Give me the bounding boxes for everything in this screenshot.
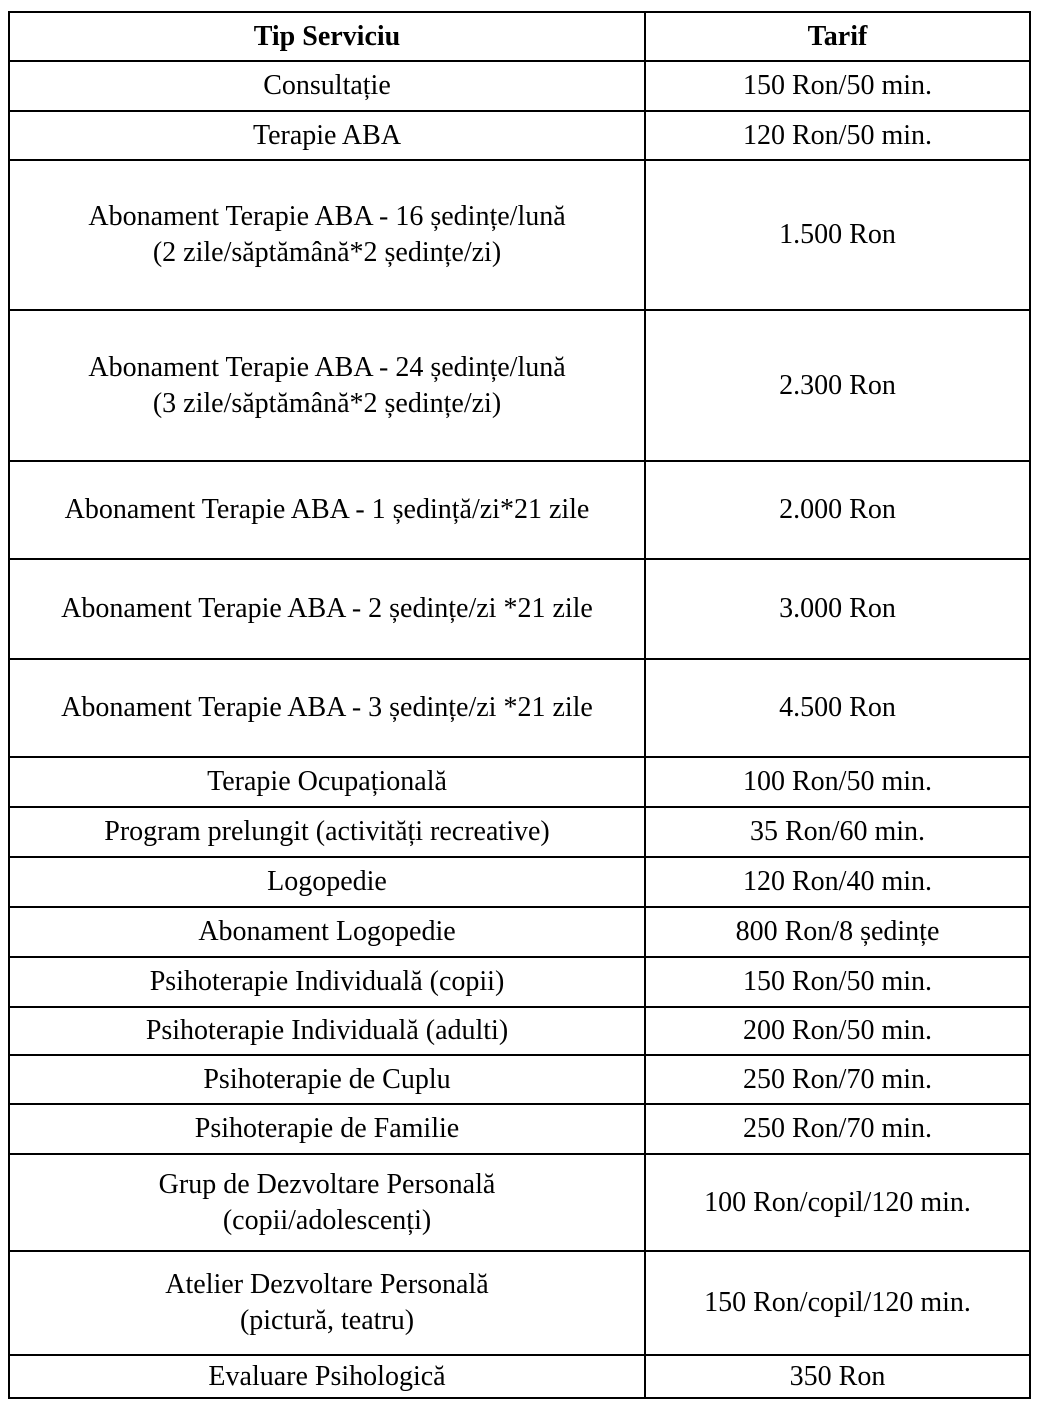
- service-cell: [9, 807, 645, 857]
- service-cell: [9, 957, 645, 1007]
- service-line: Psihoterapie Individuală (copii): [149, 966, 505, 997]
- service-line: Abonament Terapie ABA - 3 ședințe/zi *21 zile: [61, 692, 593, 723]
- table-row: [9, 907, 1030, 957]
- table-row: [9, 1154, 1030, 1251]
- service-cell: [9, 61, 645, 111]
- price-cell: 150 Ron/50 min.: [645, 61, 1030, 111]
- service-cell: [9, 757, 645, 807]
- price-cell: 3.000 Ron: [645, 559, 1030, 659]
- service-cell: [9, 1154, 645, 1251]
- service-line: Grup de Dezvoltare Personală: [158, 1168, 496, 1200]
- service-cell: [9, 857, 645, 907]
- price-cell: 100 Ron/copil/120 min.: [645, 1154, 1030, 1251]
- price-cell: 4.500 Ron: [645, 659, 1030, 757]
- service-line: (pictură, teatru): [239, 1305, 415, 1336]
- table-row: [9, 957, 1030, 1007]
- service-line: (copii/adolescenți): [222, 1204, 432, 1236]
- service-line: Psihoterapie de Cuplu: [203, 1063, 451, 1095]
- service-line: Psihoterapie de Familie: [194, 1113, 460, 1144]
- service-cell: [9, 310, 645, 461]
- service-cell: [9, 461, 645, 559]
- price-cell: 120 Ron/50 min.: [645, 111, 1030, 160]
- table-row: [9, 807, 1030, 857]
- table-row: [9, 1007, 1030, 1055]
- service-line: Terapie ABA: [252, 119, 402, 151]
- service-line: Logopedie: [267, 866, 387, 897]
- table-row: [9, 111, 1030, 160]
- table-row: [9, 659, 1030, 757]
- service-line: Program prelungit (activități recreative): [104, 816, 550, 847]
- header-price: Tarif: [645, 12, 1030, 61]
- service-cell: [9, 111, 645, 160]
- table-header-row: [9, 12, 1030, 61]
- service-cell: [9, 1104, 645, 1154]
- price-cell: 120 Ron/40 min.: [645, 857, 1030, 907]
- service-line: Abonament Terapie ABA - 24 ședințe/lună: [88, 351, 566, 383]
- table-row: [9, 1104, 1030, 1154]
- table-row: [9, 757, 1030, 807]
- price-cell: 1.500 Ron: [645, 160, 1030, 310]
- service-line: Abonament Terapie ABA - 16 ședințe/lună: [88, 201, 566, 232]
- service-cell: [9, 1251, 645, 1355]
- table-row: [9, 310, 1030, 461]
- price-cell: 800 Ron/8 ședințe: [645, 907, 1030, 957]
- price-cell: 250 Ron/70 min.: [645, 1055, 1030, 1104]
- table-row: [9, 61, 1030, 111]
- table-row: [9, 160, 1030, 310]
- service-line: (3 zile/săptămână*2 ședințe/zi): [152, 387, 502, 419]
- price-table: [8, 11, 1031, 1399]
- table-row: [9, 1355, 1030, 1398]
- service-cell: [9, 1007, 645, 1055]
- table-row: [9, 1055, 1030, 1104]
- service-cell: [9, 1355, 645, 1398]
- service-cell: [9, 160, 645, 310]
- price-cell: 2.300 Ron: [645, 310, 1030, 461]
- service-line: Atelier Dezvoltare Personală: [165, 1269, 489, 1300]
- table-row: [9, 559, 1030, 659]
- header-service: Tip Serviciu: [9, 12, 645, 61]
- service-line: Abonament Logopedie: [198, 916, 456, 947]
- price-cell: 35 Ron/60 min.: [645, 807, 1030, 857]
- price-cell: 150 Ron/50 min.: [645, 957, 1030, 1007]
- table-row: [9, 461, 1030, 559]
- table-row: [9, 857, 1030, 907]
- price-cell: 250 Ron/70 min.: [645, 1104, 1030, 1154]
- service-line: Consultație: [263, 70, 391, 101]
- service-cell: [9, 659, 645, 757]
- service-line: Abonament Terapie ABA - 2 ședințe/zi *21 zile: [61, 593, 593, 624]
- service-cell: [9, 1055, 645, 1104]
- service-line: Terapie Ocupațională: [207, 766, 447, 797]
- service-line: Abonament Terapie ABA - 1 ședință/zi*21 zile: [64, 494, 590, 525]
- price-cell: 200 Ron/50 min.: [645, 1007, 1030, 1055]
- price-cell: 2.000 Ron: [645, 461, 1030, 559]
- service-cell: [9, 559, 645, 659]
- price-cell: 150 Ron/copil/120 min.: [645, 1251, 1030, 1355]
- price-cell: 350 Ron: [645, 1355, 1030, 1398]
- price-cell: 100 Ron/50 min.: [645, 757, 1030, 807]
- service-line: Evaluare Psihologică: [208, 1360, 446, 1392]
- service-cell: [9, 907, 645, 957]
- table-row: [9, 1251, 1030, 1355]
- service-line: (2 zile/săptămână*2 ședințe/zi): [152, 237, 502, 268]
- service-line: Psihoterapie Individuală (adulti): [145, 1015, 509, 1046]
